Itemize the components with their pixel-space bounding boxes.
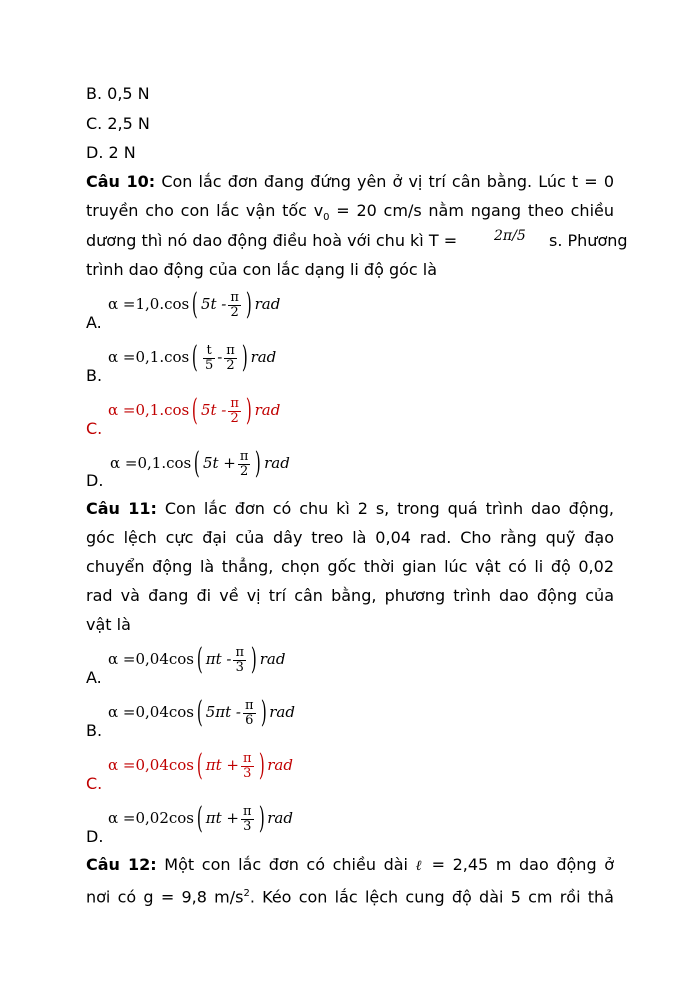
q10-text-3b: s. Phương	[549, 231, 628, 250]
q11-option-c-label: C.	[86, 774, 103, 793]
eq-den: 2	[226, 357, 235, 373]
q10-option-b-equation: α =0,1.cos( $\frac{t}{5}$ - $\frac{\pi}{2}$ ) rad	[108, 340, 277, 375]
q11-text-1: Con lắc đơn có chu kì 2 s, trong quá trình dao động,	[164, 499, 614, 518]
eq-unit: rad	[259, 650, 286, 668]
q10-text-3a: dương thì nó dao động điều hoà với chu kì T =	[86, 231, 458, 250]
eq-unit: rad	[264, 454, 290, 472]
q11-line-5: vật là	[86, 615, 131, 634]
q12-text-1a: Một con lắc đơn có chiều dài	[164, 855, 408, 874]
eq-num: π	[226, 342, 235, 358]
q12-line-1	[86, 855, 614, 876]
eq-amp: α =0,04cos	[108, 703, 194, 721]
eq-arg-num: t	[203, 344, 215, 359]
eq-den: 6	[245, 712, 254, 728]
eq-den: 3	[235, 659, 244, 675]
length-symbol: ℓ	[415, 858, 424, 874]
q10-option-b-label: B.	[86, 366, 103, 385]
q11-option-a-label: A.	[86, 668, 102, 687]
eq-den: 3	[243, 818, 252, 834]
q10-line-2	[86, 201, 614, 228]
q11-line-3: chuyển động là thẳng, chọn gốc thời gian lúc vật có li độ 0,02	[86, 557, 614, 576]
q10-line-4: trình dao động của con lắc dạng li độ góc là	[86, 260, 438, 279]
q10-option-c-equation: α =0,1.cos( 5t - $\frac{\pi}{2}$ ) rad	[108, 393, 281, 428]
eq-unit: rad	[267, 809, 293, 827]
eq-arg: 5t -	[200, 401, 227, 419]
q11-option-d-label: D.	[86, 827, 104, 846]
q10-text-2b: = 20 cm/s nằm ngang theo chiều	[336, 201, 614, 220]
eq-amp: α =0,1.cos	[108, 401, 190, 419]
eq-amp: α =1,0.cos	[108, 295, 190, 313]
eq-den: 2	[230, 304, 239, 320]
q10-option-a-label: A.	[86, 313, 102, 332]
eq-den: 2	[239, 463, 249, 479]
q12-text-1b: = 2,45 m dao động ở	[431, 855, 614, 874]
q10-option-d-label: D.	[86, 471, 104, 490]
q12-text-2b: . Kéo con lắc lệch cung độ dài 5 cm rồi thả	[249, 887, 614, 907]
eq-unit: rad	[267, 756, 293, 774]
q11-label: Câu 11:	[86, 499, 157, 518]
eq-num: π	[230, 289, 239, 305]
q11-option-c-equation: α =0,04cos( πt + $\frac{\pi}{3}$ ) rad	[108, 748, 293, 783]
q11-option-b-label: B.	[86, 721, 103, 740]
eq-num: π	[235, 644, 244, 660]
eq-arg: 5πt -	[205, 703, 241, 721]
q10-period-value: 2π/5	[494, 228, 526, 244]
eq-den: 2	[230, 410, 239, 426]
eq-amp: α =0,1.cos	[110, 454, 192, 472]
eq-unit: rad	[250, 348, 277, 366]
eq-num: π	[242, 803, 252, 819]
eq-arg: πt +	[205, 809, 239, 827]
eq-amp: α =0,02cos	[108, 809, 194, 827]
q10-line-3	[86, 231, 614, 251]
q10-line-1	[86, 172, 614, 192]
eq-unit: rad	[254, 401, 281, 419]
q12-line-2	[86, 884, 614, 907]
q11-line-1	[86, 499, 614, 519]
q10-option-c-label: C.	[86, 419, 103, 438]
eq-arg: 5t +	[202, 454, 236, 472]
q10-v-sub: 0	[323, 212, 330, 224]
q11-option-a-equation: α =0,04cos( πt - $\frac{\pi}{3}$ ) rad	[108, 642, 286, 677]
eq-arg: πt -	[205, 650, 232, 668]
eq-unit: rad	[269, 703, 295, 721]
q10-option-d-equation: α =0,1.cos( 5t + $\frac{\pi}{2}$ ) rad	[110, 446, 290, 481]
eq-unit: rad	[254, 295, 281, 313]
q12-text-2a: nơi có g = 9,8 m/s	[86, 887, 244, 907]
q12-label: Câu 12:	[86, 855, 157, 874]
eq-arg: πt +	[205, 756, 239, 774]
eq-amp: α =0,1.cos	[108, 348, 190, 366]
q12-g-sup: 2	[243, 888, 250, 899]
q11-option-d-equation: α =0,02cos( πt + $\frac{\pi}{3}$ ) rad	[108, 801, 293, 836]
eq-arg-den: 5	[204, 357, 214, 373]
eq-num: π	[245, 697, 254, 713]
eq-amp: α =0,04cos	[108, 650, 194, 668]
q10-label: Câu 10:	[86, 172, 156, 191]
eq-arg: 5t -	[200, 295, 227, 313]
eq-num: π	[230, 395, 239, 411]
q11-option-b-equation: α =0,04cos( 5πt - $\frac{\pi}{6}$ ) rad	[108, 695, 295, 730]
eq-minus: -	[217, 348, 223, 366]
eq-amp: α =0,04cos	[108, 756, 194, 774]
q10-text-1: Con lắc đơn đang đứng yên ở vị trí cân bằng. Lúc t = 0	[161, 172, 614, 191]
eq-num: π	[242, 750, 252, 766]
q11-line-4: rad và đang đi về vị trí cân bằng, phương trình dao động của	[86, 586, 614, 605]
q11-line-2: góc lệch cực đại của dây treo là 0,04 rad. Cho rằng quỹ đạo	[86, 528, 614, 547]
q9-option-d: D. 2 N	[86, 143, 136, 162]
q10-option-a-equation: α =1,0.cos( 5t - $\frac{\pi}{2}$ ) rad	[108, 287, 281, 322]
q9-option-c: C. 2,5 N	[86, 114, 150, 133]
eq-num: π	[239, 448, 249, 464]
eq-den: 3	[243, 765, 252, 781]
q10-text-2a: truyền cho con lắc vận tốc v	[86, 201, 324, 220]
q9-option-b: B. 0,5 N	[86, 84, 150, 103]
